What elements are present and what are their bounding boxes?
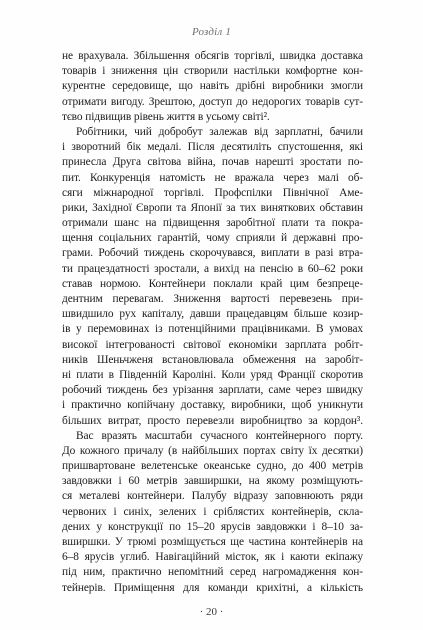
text-line: пришвартоване велетенське океанське судно, до 400 метрів (62, 460, 363, 473)
paragraph (62, 125, 363, 429)
text-line: ні плати в Південній Кароліні. Коли уряд Франції скоротив (62, 368, 363, 381)
text-line: високої інтегрованості світової економіки зарплата робіт- (62, 338, 363, 351)
text-line: під ним, практично непомітний серед нагромадження кон- (62, 566, 363, 579)
text-line: Вас вразять масштаби сучасного контейнерного порту. (76, 429, 363, 442)
text-line: дених у конструкції по 15–20 ярусів завдовжки і 8–10 за- (62, 520, 363, 533)
text-line: курентне середовище, що навіть дрібні виробники змогли (62, 80, 363, 93)
running-head: Розділ 1 (191, 26, 232, 38)
text-line: пит. Конкуренція натомість не вражала через малі об- (62, 171, 363, 184)
text-line: ів у перемовинах із потенційними працівниками. В умовах (62, 323, 363, 336)
text-line: і практично копійчану доставку, виробники, щоб уникнути (62, 399, 363, 412)
text-line: ти працездатності зростали, а вихід на пенсію в 60–62 роки (62, 262, 363, 275)
text-line: До кожного причалу (в найбільших портах світу їх десятки) (62, 444, 363, 457)
text-line: грами. Робочий тиждень скорочувався, виплати в разі втра- (62, 247, 363, 260)
text-line: щення соціальних гарантій, чому сприяли й державні про- (62, 232, 363, 245)
text-line: сяги міжнародної торгівлі. Профспілки Північної Аме- (62, 186, 363, 199)
text-line: рики, Західної Європи та Японії за тих виняткових обставин (62, 201, 363, 214)
text-line: отримали шанс на підвищення заробітної плати та покра- (62, 217, 363, 230)
paragraph (62, 49, 363, 125)
text-line: робочий тиждень без урізання зарплати, саме через швидку (62, 384, 363, 397)
text-line: ся металеві контейнери. Палубу відразу заповнюють ряди (62, 490, 363, 503)
text-line: червоних і синіх, зелених і сріблястих контейнерів, скла- (62, 505, 363, 518)
body-text (62, 49, 363, 596)
text-line: більших витрат, просто перевезли виробництво за кордон³. (62, 414, 363, 427)
text-line: принесла Друга світова війна, почав нарешті зростати по- (62, 156, 363, 169)
text-line: дентним перевагам. Зниження вартості перевезень при- (62, 293, 363, 305)
text-line: не врахувала. Збільшення обсягів торгівлі, швидка доставка (62, 50, 363, 62)
paragraph (62, 429, 363, 596)
page-number: · 20 · (199, 606, 224, 618)
text-line: вширшки. У трюмі розміщується ще частина контейнерів на (62, 536, 363, 548)
text-line: завдовжки і 60 метрів завширшки, на якому розміщують- (62, 475, 363, 488)
text-line: отримати вигоду. Зрештою, доступ до недорогих товарів сут- (62, 95, 363, 108)
text-line: і зворотний бік медалі. Після десятиліть спустошення, які (62, 141, 363, 154)
text-line: тейнерів. Приміщення для команди крихітні, а кількість (62, 581, 363, 594)
text-line: тєво підвищив рівень життя в усьому світі². (62, 110, 270, 123)
text-line: товарів і зниження цін створили настільки комфортне кон- (62, 65, 363, 78)
text-line: ників Шеньчженя встановлювала обмеження на заробіт- (62, 353, 363, 366)
text-line: ставав нормою. Контейнери поклали край цим безпреце- (62, 277, 363, 290)
text-line: Робітники, чий добробут залежав від зарплатні, бачили (76, 125, 363, 138)
text-line: швидшило рух капіталу, давши працедавцям більше козир- (62, 308, 363, 321)
text-line: 6–8 ярусів углиб. Навігаційний місток, як і каюти екіпажу (62, 551, 363, 564)
